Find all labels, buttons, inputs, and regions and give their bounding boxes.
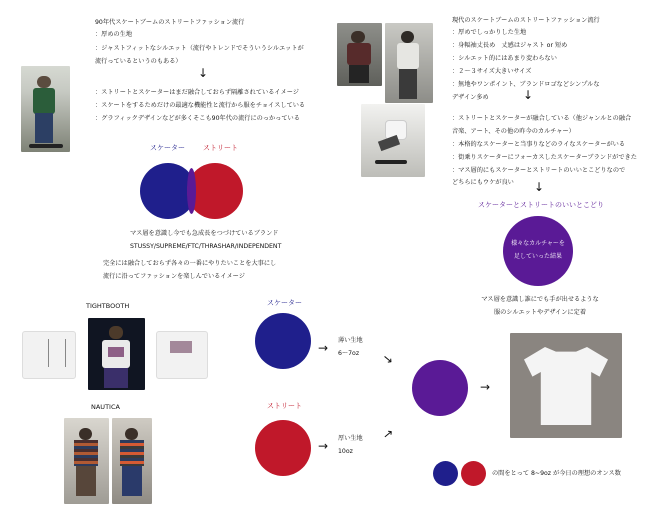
flow-skater-circle xyxy=(255,313,311,369)
right-after-2: 音楽、アート、その他の昨今のカルチャー） xyxy=(452,128,575,135)
flow-street-note-2: 10oz xyxy=(338,448,353,455)
modern-photo-2 xyxy=(385,23,433,103)
right-caption-1: マス層を意識し誰にでも手が出せるような xyxy=(481,296,599,303)
venn-overlap xyxy=(187,168,196,214)
right-title: 現代のスケートブームのストリートファッション流行 xyxy=(452,17,600,24)
culture-circle-text-1: 様々なカルチャーを xyxy=(511,240,565,247)
right-line-3: ：シルエット的にはあまり変わらない xyxy=(452,55,557,62)
modern-photo-1 xyxy=(337,23,382,86)
tightbooth-tee-1 xyxy=(14,323,82,385)
bottom-note: の間をとって 8~9oz が今日の理想のオンス数 xyxy=(492,470,621,477)
legend-red-circle xyxy=(461,461,486,486)
venn-street-label: ストリート xyxy=(203,144,238,152)
culture-circle-text-2: 足していった結果 xyxy=(513,253,562,260)
tightbooth-tee-2 xyxy=(150,323,212,385)
down-arrow-right-1: ↓ xyxy=(523,88,534,102)
right-after-6: どちらにもウケが良い xyxy=(452,179,514,186)
tightbooth-model xyxy=(88,318,145,390)
venn-caption-1: マス層を意識し今でも急成長をつづけているブランド xyxy=(130,230,279,237)
right-line-4: ：２〜３サイズ大きいサイズ xyxy=(452,68,532,75)
skater-photo-90s xyxy=(21,66,70,152)
flow-arrow-skater: → xyxy=(318,341,329,355)
left-after-1: ：ストリートとスケーターはまだ融合しておらず隔離されているイメージ xyxy=(95,89,299,96)
flow-diag-arrow-1: → xyxy=(379,350,397,368)
flow-arrow-street: → xyxy=(318,439,329,453)
best-of-both-label: スケーターとストリートのいいとこどり xyxy=(478,201,604,209)
right-caption-2: 服のシルエットやデザインに定着 xyxy=(493,309,587,316)
flow-street-note-1: 厚い生地 xyxy=(338,435,363,442)
flow-skater-label: スケーター xyxy=(267,299,302,307)
left-title: 90年代スケートブームのストリートファッション流行 xyxy=(95,19,245,26)
flow-result-circle xyxy=(412,360,468,416)
flow-diag-arrow-2: → xyxy=(379,425,397,443)
plain-white-tee xyxy=(510,333,622,438)
flow-skater-note-2: 6〜7oz xyxy=(338,350,360,357)
right-after-3: ：本格的なスケーターと当事りなどのライなスケーターがいる xyxy=(452,141,626,148)
brand-nautica: NAUTICA xyxy=(91,403,120,411)
venn-caption-2: STUSSY/SUPREME/FTC/THRASHAR/INDEPENDENT xyxy=(130,243,282,250)
flow-arrow-result: → xyxy=(480,380,491,394)
brand-tightbooth: TIGHTBOOTH xyxy=(86,302,130,310)
down-arrow-left: ↓ xyxy=(198,66,209,80)
right-line-6: デザイン多め xyxy=(452,94,489,101)
right-after-4: ：街乗りスケーターにフォーカスしたスケーターブランドができた xyxy=(452,154,637,161)
flow-street-circle xyxy=(255,420,311,476)
down-arrow-right-2: ↓ xyxy=(534,180,545,194)
venn-caption-3: 完全には融合しておらず各々の一番にやりたいことを大事にし xyxy=(103,260,277,267)
venn-caption-4: 流行に沿ってファッションを楽しんでいるイメージ xyxy=(103,273,245,280)
modern-photo-3 xyxy=(361,104,425,177)
left-after-2: ：スケートをするためだけの最適な機能性と流行から服をチョイスしている xyxy=(95,102,306,109)
left-after-3: ：グラフィックデザインなどが多くそこも90年代の流行にのっかっている xyxy=(95,115,300,122)
flow-street-label: ストリート xyxy=(267,402,302,410)
legend-navy-circle xyxy=(433,461,458,486)
left-line-2: ：ジャストフィットなシルエット（流行やトレンドでそういうシルエットが xyxy=(95,45,304,52)
right-after-5: ：マス層的にもスケーターとストリートのいいとこどりなので xyxy=(452,167,626,174)
right-line-5: ：無地やワンポイント、ブランドロゴなどシンプルな xyxy=(452,81,600,88)
right-line-2: ：身幅袖丈長め 丈感はジャスト or 短め xyxy=(452,42,568,49)
left-line-3: 流行っているというのもある） xyxy=(95,58,182,65)
flow-skater-note-1: 薄い生地 xyxy=(338,337,363,344)
culture-circle xyxy=(503,216,573,286)
left-line-1: ：厚めの生地 xyxy=(95,31,133,38)
nautica-photo-2 xyxy=(112,418,152,504)
right-after-1: ：ストリートとスケーターが融合している（他ジャンルとの融合 xyxy=(452,115,632,122)
right-line-1: ：厚めでしっかりした生地 xyxy=(452,29,527,36)
venn-skater-label: スケーター xyxy=(150,144,185,152)
nautica-photo-1 xyxy=(64,418,109,504)
